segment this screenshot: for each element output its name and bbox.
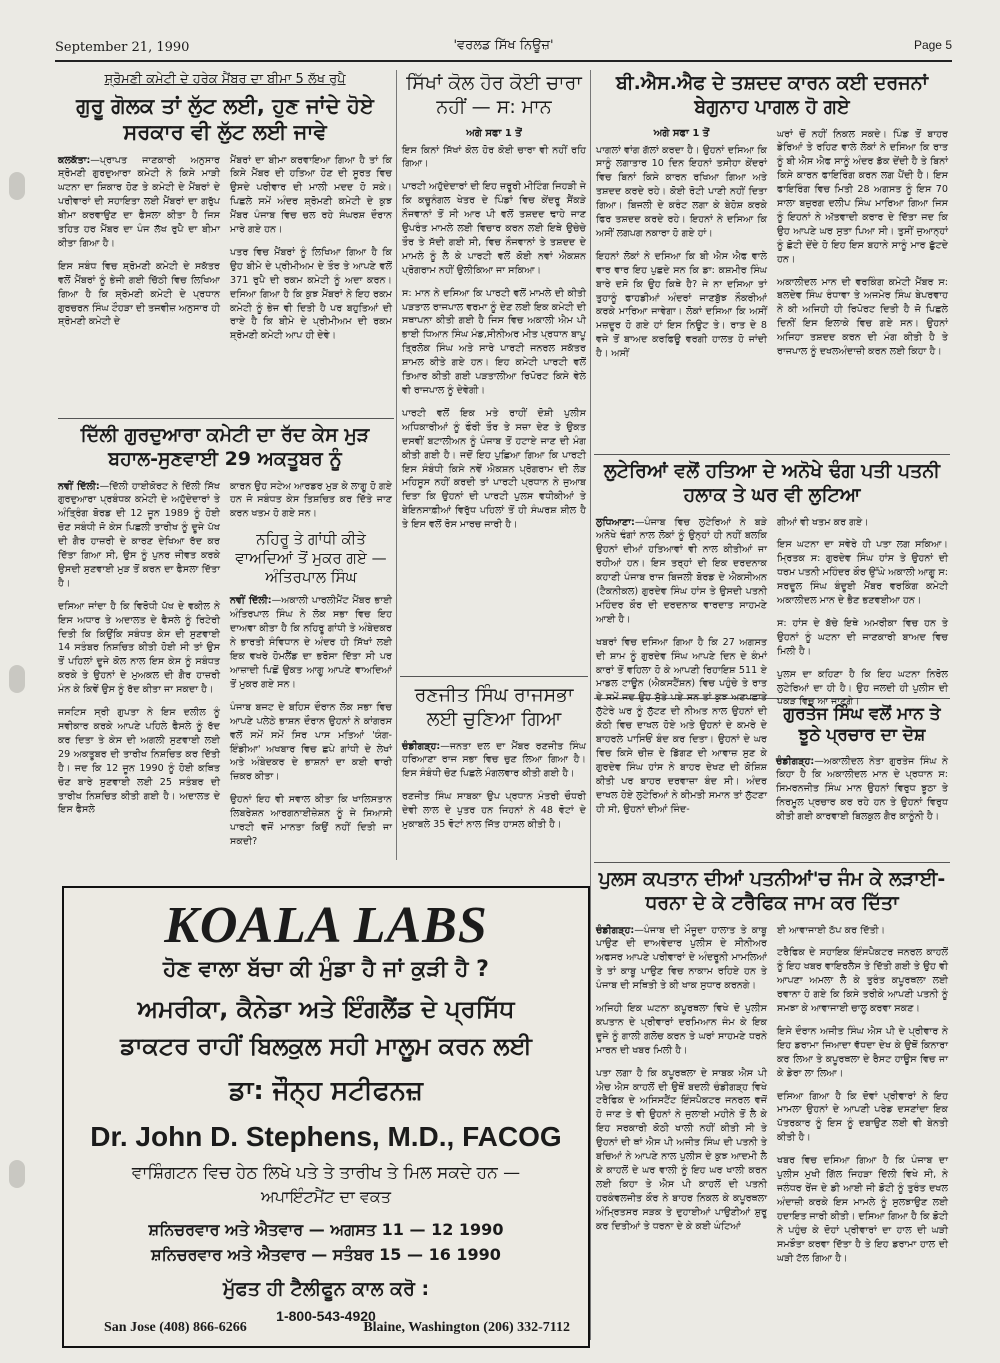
article-ranjit-rajya-sabha — [402, 684, 586, 874]
article-paragraph: ਕਲਕੱਤਾ:—ਪ੍ਰਾਪਤ ਜਾਣਕਾਰੀ ਅਨੁਸਾਰ ਸ਼੍ਰੋਮਣੀ ਗੁਰਦੁਆਰਾ ਕਮੇਟੀ ਨੇ ਕਿਸੇ ਮਾੜੀ ਘਟਨਾ ਦਾ ਸ਼ਿਕਾਰ ਹੋਣ ਤੇ ਕਮੇਟੀ ਦੇ ਮੈਂਬਰਾਂ ਦੇ ਪਰੀਵਾਰਾਂ ਦੀ ਸਹਾਇਤਾ ਲਈ ਮੈਂਬਰਾਂ ਦਾ ਗਰੁੱਪ ਬੀਮਾ ਕਰਵਾਉਣ ਦਾ ਫੈਸਲਾ ਕੀਤਾ ਹੈ ਜਿਸ ਤਹਿਤ ਹਰ ਮੈਂਬਰ ਦਾ ਪੰਜ ਲੱਖ ਰੁਪੈ ਦਾ ਬੀਮਾ ਕੀਤਾ ਗਿਆ ਹੈ। — [58, 154, 220, 249]
article-delhi-committee — [58, 424, 392, 870]
article-paragraph: ਇਹਨਾਂ ਲੋਕਾਂ ਨੇ ਦਸਿਆ ਕਿ ਬੀ ਐਸ ਐਫ ਵਾਲੇ ਵਾਰ ਵਾਰ ਇਹ ਪੁਛਦੇ ਸਨ ਕਿ ਡਾ: ਕਸ਼ਮੀਰ ਸਿੰਘ ਬਾਰੇ ਦਸੋ ਕਿ ਉਹ ਕਿਥੇ ਹੈ? ਜੇ ਨਾ ਦਸਿਆ ਤਾਂ ਤੁਹਾਨੂੰ ਫਾਹਡੀਆਂ ਅੰਦਰਾਂ ਜਾਣਬੁੱਝ ਨੌਕਰੀਆਂ ਕਰਕੇ ਮਾਰਿਆ ਜਾਵੇਗਾ। ਲੋਕਾਂ ਦਸਿਆ ਕਿ ਅਸੀਂ ਮਜ਼ਦੂਰ ਹੋ ਗਏ ਹਾਂ ਇਸ ਨਿਊਟ ਤੇ। ਰਾਤ ਦੇ 8 ਵਜੇ ਤੋਂ ਬਾਅਦ ਕਰਫਿਊ ਵਰਗੀ ਹਾਲਤ ਹੋ ਜਾਂਦੀ ਹੈ। ਅਸੀਂ — [596, 250, 767, 360]
ad-toll-free-number: 1-800-543-4920 — [276, 1307, 376, 1324]
article-paragraph: ਘਰਾਂ ਚੋਂ ਨਹੀਂ ਨਿਕਲ ਸਕਦੇ। ਪਿੰਡ ਤੋਂ ਬਾਹਰ ਡੇਰਿਆਂ ਤੇ ਰਹਿਣ ਵਾਲੇ ਲੋਕਾਂ ਨੇ ਦਸਿਆ ਕਿ ਰਾਤ ਨੂੰ ਬੀ ਐਸ ਐਫ ਸਾਨੂੰ ਅੰਦਰ ਡੱਕ ਦੇਂਦੀ ਹੈ ਤੇ ਬਿਨਾਂ ਕਿਸੇ ਕਾਰਨ ਫਾਇਰਿੰਗ ਕਰਨ ਲਗ ਪੈਂਦੀ ਹੈ। ਇਸ ਫਾਇਰਿੰਗ ਵਿਚ ਮਿਤੀ 28 ਅਗਸਤ ਨੂੰ ਇਸ 70 ਸਾਲਾ ਬਜ਼ੁਰਗ ਦਲੀਪ ਸਿੰਘ ਮਾਰਿਆ ਗਿਆ ਜਿਸ ਨੂੰ ਇਹਨਾਂ ਨੇ ਅੱਤਵਾਦੀ ਕਰਾਰ ਦੇ ਦਿੱਤਾ ਜਦ ਕਿ ਉਹ ਆਪਣੇ ਘਰ ਸੁਤਾ ਪਿਆ ਸੀ। ਤੁਸੀਂ ਜੁਆਨ੍ਹਾਂ ਨੂੰ ਛੋਟੀ ਦੇਂਦੇ ਹੋ ਇਹ ਇਸ ਬਹਾਨੇ ਸਾਨੂੰ ਮਾਰ ਛੁੱਟਦੇ ਹਨ। — [777, 128, 948, 265]
article-paragraph: ਇਸ ਘਟਨਾ ਦਾ ਸਵੇਰੇ ਹੀ ਪਤਾ ਲਗ ਸਕਿਆ। ਮ੍ਰਿਤਕ ਸ: ਗੁਰਦੇਵ ਸਿੰਘ ਹਾਂਸ ਤੇ ਉਹਨਾਂ ਦੀ ਧਰਮ ਪਤਨੀ ਮਹਿੰਦਰ ਕੌਰ ਉੱਘੇ ਅਕਾਲੀ ਆਗੂ ਸ: ਸਰਦੂਲ ਸਿੰਘ ਬੰਦੂਈ ਮੈਂਬਰ ਵਰਕਿੰਗ ਕਮੇਟੀ ਅਕਾਲੀਦਲ ਮਾਨ ਦੇ ਭੈਣ ਭਣਵਈਆ ਹਨ। — [777, 539, 948, 607]
article-paragraph: ਲੁਧਿਆਣਾ:—ਪੰਜਾਬ ਵਿਚ ਲੁਟੇਰਿਆਂ ਨੇ ਬੜੇ ਅਨੋਖੇ ਢੰਗਾਂ ਨਾਲ ਲੋਕਾਂ ਨੂੰ ਉਨ੍ਹਾਂ ਹੀ ਨਹੀਂ ਬਲਕਿ ਉਹਨਾਂ ਦੀਆਂ ਹਤਿਆਵਾਂ ਵੀ ਨਾਲ ਕੀਤੀਆਂ ਜਾ ਰਹੀਆਂ ਹਨ। ਇਸ ਤਰ੍ਹਾਂ ਦੀ ਇਕ ਦਰਦਨਾਕ ਕਹਾਣੀ ਪੰਜਾਬ ਰਾਜ ਬਿਜਲੀ ਬੋਰਡ ਦੇ ਐਕਸੀਅਨ (ਟੈਕਨੀਕਲ) ਗੁਰਦੇਵ ਸਿੰਘ ਹਾਂਸ ਤੇ ਉਸਦੀ ਪਤਨੀ ਮਹਿੰਦਰ ਕੌਰ ਦੀ ਦਰਦਨਾਕ ਵਾਰਦਾਤ ਸਾਹਮਣੇ ਆਈ ਹੈ। — [596, 516, 767, 625]
article-divider — [58, 418, 394, 419]
ad-blaine-phone: Blaine, Washington (206) 332-7112 — [363, 1320, 570, 1335]
article-paragraph: ਚੰਡੀਗੜ੍ਹ:—ਜਨਤਾ ਦਲ ਦਾ ਮੈਂਬਰ ਰਣਜੀਤ ਸਿੰਘ ਹਰਿਆਣਾ ਰਾਜ ਸਭਾ ਵਿਚ ਚੁਣ ਲਿਆ ਗਿਆ ਹੈ। ਇਸ ਸੰਬੰਧੀ ਚੋਣ ਪਿਛਲੇ ਮੰਗਲਵਾਰ ਕੀਤੀ ਗਈ ਹੈ। — [402, 740, 586, 780]
column-divider — [590, 70, 591, 1340]
article-paragraph: ਪਾਰਟੀ ਅਹੁੱਦੇਦਾਰਾਂ ਦੀ ਇਹ ਜ਼ਰੂਰੀ ਮੀਟਿੰਗ ਜਿਹੜੀ ਜੇ ਕਿ ਕਚੂਨੰਗਲ ਖੇਤਰ ਦੇ ਪਿੰਡਾਂ ਵਿਚ ਕੇਂਦਰੂ ਸੈਂਕੜੇ ਨੌਜਵਾਨਾਂ ਤੋਂ ਸੀ ਆਰ ਪੀ ਵਲੋਂ ਤਸ਼ਦਦ ਢਾਹੇ ਜਾਣ ਉਪਰੰਤ ਮਾਮਲੇ ਲਈ ਵਿਚਾਰ ਕਰਨ ਲਈ ਇਥੇ ਉਚੇਚੇ ਤੌਰ ਤੇ ਸੱਦੀ ਗਈ ਸੀ, ਵਿਚ ਨੌਜਵਾਨਾਂ ਤੇ ਤਸ਼ਦਦ ਦੇ ਮਾਮਲੇ ਨੂੰ ਲੈ ਕੇ ਪਾਰਟੀ ਵਲੋਂ ਕੋਈ ਨਵਾਂ ਐਕਸ਼ਨ ਪ੍ਰੋਗਰਾਮ ਨਹੀਂ ਉਲੀਕਿਆ ਜਾ ਸਕਿਆ। — [402, 181, 586, 276]
article-insurance — [58, 72, 392, 416]
article-paragraph: ਚੰਡੀਗੜ੍ਹ:—ਪੰਜਾਬ ਦੀ ਮੌਜੂਦਾ ਹਾਲਾਤ ਤੇ ਕਾਬੂ ਪਾਉਣ ਦੀ ਦਾਅਵੇਦਾਰ ਪੁਲੀਸ ਦੇ ਸੀਨੀਅਰ ਅਫਸਰ ਆਪਣੇ ਪਰੀਵਾਰਾਂ ਦੇ ਅੰਦਰੂਨੀ ਮਾਮਲਿਆਂ ਤੇ ਤਾਂ ਕਾਬੂ ਪਾਉਣ ਵਿਚ ਨਾਕਾਮ ਰਹਿਏ ਹਨ ਤੇ ਪੰਜਾਬ ਦੀ ਸਥਿਤੀ ਤੇ ਕੀ ਖਾਕ ਸੁਧਾਰ ਕਰਨਗੇ। — [596, 924, 767, 992]
ad-doctor-english: Dr. John D. Stephens, M.D., FACOG — [90, 1120, 562, 1152]
binder-hole — [9, 1160, 25, 1188]
column-divider — [396, 70, 397, 860]
article-kicker: ਸ਼੍ਰੋਮਣੀ ਕਮੇਟੀ ਦੇ ਹਰੇਕ ਮੈਂਬਰ ਦਾ ਬੀਮਾ 5 ਲੱਖ ਰੁਪੈ — [104, 72, 346, 87]
article-paragraph: ਖਬਰ ਵਿਚ ਦਸਿਆ ਗਿਆ ਹੈ ਕਿ ਪੰਜਾਬ ਦਾ ਪੁਲੀਸ ਮੁਖੀ ਗਿੱਲ ਜਿਹੜਾ ਦਿੱਲੀ ਵਿਖੇ ਸੀ, ਨੇ ਜਲੰਧਰ ਰੇਂਜ ਦੇ ਡੀ ਆਈ ਜੀ ਡੋਟੀ ਨੂੰ ਤੁਰੰਤ ਦਖਲ ਅੰਦਾਜ਼ੀ ਕਰਕੇ ਇਸ ਮਾਮਲੇ ਨੂੰ ਸੁਲਝਾਉਣ ਲਈ ਹਦਾਇਤ ਜਾਰੀ ਕੀਤੀ। ਦਸਿਆ ਗਿਆ ਹੈ ਕਿ ਡੋਟੀ ਨੇ ਪਹੁੰਚ ਕੇ ਦੋਹਾਂ ਪ੍ਰੀਵਾਰਾਂ ਦਾ ਹਾਲ ਦੀ ਘੜੀ ਸਮਝੌਤਾ ਕਰਵਾ ਦਿੱਤਾ ਹੈ ਤੇ ਇਹ ਡਰਾਮਾ ਹਾਲ ਦੀ ਘੜੀ ਟੱਲ ਗਿਆ ਹੈ। — [777, 1155, 948, 1264]
article-paragraph: ਪਾਰਟੀ ਵਲੋਂ ਇਕ ਮਤੇ ਰਾਹੀਂ ਦੋਸ਼ੀ ਪੁਲੀਸ ਅਧਿਕਾਰੀਆਂ ਨੂੰ ਫੌਰੀ ਤੌਰ ਤੇ ਸਜ਼ਾ ਦੇਣ ਤੇ ਉਕਤ ਦਸਵੀਂ ਬਟਾਲੀਅਨ ਨੂੰ ਪੰਜਾਬ ਤੋਂ ਹਟਾਏ ਜਾਣ ਦੀ ਮੰਗ ਕੀਤੀ ਗਈ ਹੈ। ਜਦੋਂ ਇਹ ਪੁਛਿਆ ਗਿਆ ਕਿ ਪਾਰਟੀ ਇਸ ਸੰਬੰਧੀ ਕਿਸੇ ਨਵੇਂ ਐਕਸ਼ਨ ਪ੍ਰੋਗਰਾਮ ਦੀ ਲੋੜ ਮਹਿਸੂਸ ਨਹੀਂ ਕਰਦੀ ਤਾਂ ਪਾਰਟੀ ਪ੍ਰਧਾਨ ਨੇ ਜੁਆਬ ਦਿਤਾ ਕਿ ਉਹਨਾਂ ਦੀ ਪਾਰਟੀ ਪੁਲਸ ਵਧੀਕੀਆਂ ਤੇ ਬੇਇਨਸਾਫ਼ੀਆਂ ਵਿਰੁੱਧ ਪਹਿਲਾਂ ਤੋਂ ਹੀ ਸੰਘਰਸ਼ ਸ਼ੀਲ ਹੈ ਤੇ ਇਸ ਵਲੋਂ ਰੋਸ ਮਾਰਚ ਜਾਰੀ ਹੈ। — [402, 407, 586, 531]
article-paragraph: ਗੀਆਂ ਵੀ ਖਤਮ ਕਰ ਗਏ। — [777, 516, 869, 528]
ad-schedule: ਸ਼ਨਿਚਰਵਾਰ ਅਤੇ ਐਤਵਾਰ — ਸਤੰਬਰ 15 — 16 1990 — [151, 1245, 501, 1265]
article-gurtej-singh — [776, 704, 948, 860]
ad-free-call: ਮੁੱਫਤ ਹੀ ਟੈਲੀਫੂਨ ਕਾਲ ਕਰੋ : — [222, 1277, 430, 1300]
page-header — [55, 36, 952, 58]
article-paragraph: ਅਕਾਲੀਦਲ ਮਾਨ ਦੀ ਵਰਕਿੰਗ ਕਮੇਟੀ ਮੈਂਬਰ ਸ: ਬਲਦੇਵ ਸਿੰਘ ਰੰਧਾਵਾ ਤੇ ਅਜਮੇਰ ਸਿੰਘ ਬੇਪਰਵਾਹ ਨੇ ਕੀ ਅਜਿਹੀ ਹੀ ਰਿਪੋਰਟ ਦਿਤੀ ਹੈ ਜੋ ਪਿਛਲੇ ਦਿਨੀਂ ਇਸ ਇਲਾਕੇ ਵਿਚ ਗਏ ਸਨ। ਉਹਨਾਂ ਅਜਿਹਾ ਤਸ਼ਦਦ ਕਰਨ ਦੀ ਮੰਗ ਕੀਤੀ ਹੈ ਤੇ ਰਾਜਪਾਲ ਨੂੰ ਦਖਲਅੰਦਾਜ਼ੀ ਕਰਨ ਲਈ ਕਿਹਾ ਹੈ। — [777, 276, 948, 358]
article-paragraph: ਟਰੈਫਿਕ ਦੇ ਸਹਾਇਕ ਇੰਸਪੈਕਟਰ ਜਨਰਲ ਕਾਹਲੋਂ ਨੂੰ ਇਹ ਖਬਰ ਵਾਇਰਲੈਸ ਤੇ ਦਿੱਤੀ ਗਈ ਤੇ ਉਹ ਵੀ ਆਪਣਾ ਅਮਲਾ ਲੈ ਕੇ ਤੁਰੰਤ ਕਪੂਰਥਲਾ ਲਈ ਰਵਾਨਾ ਹੋ ਗਏ ਕਿ ਕਿਸੇ ਤਰੀਕੇ ਆਪਣੀ ਪਤਨੀ ਨੂੰ ਸਮਝਾ ਕੇ ਆਵਾਜਾਈ ਚਾਲੂ ਕਰਵਾ ਸਕਣ। — [777, 947, 948, 1015]
article-mann-no-choice — [402, 72, 586, 672]
article-headline: ਗੁਰੂ ਗੋਲਕ ਤਾਂ ਲੁੱਟ ਲਈ, ਹੁਣ ਜਾਂਦੇ ਹੋਏ ਸਰਕਾਰ ਵੀ ਲੁੱਟ ਲਈ ਜਾਵੇ — [76, 94, 374, 145]
binder-hole — [9, 172, 25, 200]
article-divider — [594, 862, 950, 863]
article-paragraph: ਖਬਰਾਂ ਵਿਚ ਦਸਿਆ ਗਿਆ ਹੈ ਕਿ 27 ਅਗਸਤ ਦੀ ਸ਼ਾਮ ਨੂੰ ਗੁਰਦੇਵ ਸਿੰਘ ਆਪਣੇ ਦਿਨ ਦੇ ਕੰਮਾਂ ਕਾਰਾਂ ਤੋਂ ਵਹਿਲਾ ਹੋ ਕੇ ਆਪਣੀ ਰਿਹਾਇਸ਼ 511 ਏ ਮਾਡਲ ਟਾਊਨ (ਐਕਸਟੈਂਸ਼ਨ) ਵਿਚ ਪਹੁੰਚੇ ਤੇ ਰਾਤ ਦੇ ਸਮੇਂ ਜਦ ਉਹ ਸੁੱਤੇ ਪਏ ਸਨ ਤਾਂ ਕੁਝ ਅਣਪਛਾਤੇ ਲੁੱਟੇਰੇ ਘਰ ਨੂੰ ਲੁੱਟਣ ਦੀ ਨੀਅਤ ਨਾਲ ਉਹਨਾਂ ਦੀ ਕੋਠੀ ਵਿਚ ਦਾਖਲ ਹੋਏ ਅਤੇ ਉਹਨਾਂ ਦੇ ਕਮਰੇ ਦੇ ਬਾਹਰਲੇ ਪਾਸਿਓਂ ਬੰਦ ਕਰ ਦਿਤਾ। ਉਹਨਾਂ ਦੇ ਘਰ ਵਿਚ ਕਿਸੇ ਚੀਜ਼ ਦੇ ਡਿੱਗਣ ਦੀ ਆਵਾਜ਼ ਸੁਣ ਕੇ ਗੁਰਦੇਵ ਸਿੰਘ ਹਾਂਸ ਨੇ ਬਾਹਰ ਦੇਖਣ ਦੀ ਕੋਸ਼ਿਸ਼ ਕੀਤੀ ਪਰ ਬਾਹਰ ਦਰਵਾਜ਼ਾ ਬੰਦ ਸੀ। ਅੰਦਰ ਦਾਖਲ ਹੋਏ ਲੁਟੇਰਿਆਂ ਨੇ ਕੀਮਤੀ ਸਮਾਨ ਤਾਂ ਲੁੱਟਣਾ ਹੀ ਸੀ, ਉਹਨਾਂ ਦੀਆਂ ਜਿੰਦ- — [596, 636, 767, 815]
article-paragraph: ਪਤਾ ਲਗਾ ਹੈ ਕਿ ਕਪੂਰਥਲਾ ਦੇ ਸਾਬਕ ਐਸ ਪੀ ਐਚ ਐਸ ਕਾਹਲੋਂ ਦੀ ਉਥੋਂ ਬਦਲੀ ਚੰਡੀਗੜ੍ਹ ਵਿਖੇ ਟਰੈਫਿਕ ਦੇ ਅਸਿਸਟੈਂਟ ਇੰਸਪੈਕਟਰ ਜਨਰਲ ਵਜੋਂ ਹੋ ਜਾਣ ਤੇ ਵੀ ਉਹਨਾਂ ਨੇ ਜੁਲਾਈ ਮਹੀਨੇ ਤੋਂ ਲੈ ਕੇ ਇਹ ਸਰਕਾਰੀ ਕੋਠੀ ਖਾਲੀ ਨਹੀਂ ਕੀਤੀ ਸੀ ਤੇ ਉਹਨਾਂ ਦੀ ਥਾਂ ਐਸ ਪੀ ਅਜੀਤ ਸਿੰਘ ਦੀ ਪਤਨੀ ਤੇ ਬਚਿਆਂ ਨੇ ਆਪਣੇ ਨਾਲ ਪੁਲੀਸ ਦੇ ਕੁਝ ਆਦਮੀ ਲੈ ਕੇ ਕਾਹਲੋਂ ਦੇ ਘਰ ਵਾਲੀ ਨੂੰ ਇਹ ਘਰ ਖਾਲੀ ਕਰਨ ਲਈ ਕਿਹਾ ਤੇ ਐਸ ਪੀ ਕਾਹਲੋਂ ਦੀ ਪਤਨੀ ਹਰਕੰਵਲਜੀਤ ਕੌਰ ਨੇ ਬਾਹਰ ਨਿਕਲ ਕੇ ਕਪੂਰਥਲਾ ਅੰਮ੍ਰਿਤਸਰ ਸੜਕ ਤੇ ਦੁਹਾਈਆਂ ਪਾਉਣੀਆਂ ਸ਼ੁਰੂ ਕਰ ਦਿਤੀਆਂ ਤੇ ਧਰਨਾ ਦੇ ਕੇ ਕਈ ਘੰਟਿਆਂ — [596, 1067, 767, 1232]
article-headline: ਲੁਟੇਰਿਆਂ ਵਲੋਂ ਹਤਿਆ ਦੇ ਅਨੋਖੇ ਢੰਗ ਪਤੀ ਪਤਨੀ ਹਲਾਕ ਤੇ ਘਰ ਵੀ ਲੁਟਿਆ — [604, 460, 940, 506]
newspaper-name: 'ਵਰਲਡ ਸਿੱਖ ਨਿਊਜ਼' — [453, 38, 554, 53]
ad-doctor-punjabi: ਡਾ: ਜੌਨ੍ਹ ਸਟੀਫਨਜ਼ — [228, 1075, 424, 1106]
article-nehru-gandhi — [230, 480, 392, 858]
article-headline: ਬੀ.ਐਸ.ਐਫ ਦੇ ਤਸ਼ਦਦ ਕਾਰਨ ਕਈ ਦਰਜਨਾਂ ਬੇਗੁਨਾਹ ਪਾਗਲ ਹੋ ਗਏ — [616, 72, 928, 118]
advertisement-koala-labs — [62, 886, 590, 1348]
article-paragraph: ਸ: ਹਾਂਸ ਦੇ ਬੱਚੇ ਇਥੇ ਅਮਰੀਕਾ ਵਿਚ ਹਨ ਤੇ ਉਹਨਾਂ ਨੂੰ ਘਟਨਾ ਦੀ ਜਾਣਕਾਰੀ ਬਾਅਦ ਵਿਚ ਮਿਲੀ ਹੈ। — [777, 617, 948, 657]
article-paragraph: ਈ ਆਵਾਜਾਈ ਠੱਪ ਕਰ ਦਿੱਤੀ। — [777, 924, 886, 936]
ad-appointment: ਅਪਾਇੰਟਮੈਂਟ ਦਾ ਵਕਤ — [260, 1186, 392, 1206]
article-bsf-torture — [596, 72, 948, 452]
article-paragraph: ਦਸਿਆ ਗਿਆ ਹੈ ਕਿ ਦੋਵਾਂ ਪ੍ਰੀਵਾਰਾਂ ਨੇ ਇਹ ਮਾਮਲਾ ਉਹਨਾਂ ਦੇ ਆਪਣੀ ਪਰੇਡ ਦਸਣਾਂਦਾ ਇਕ ਪੱਤਰਕਾਰ ਨੂੰ ਇਸ ਨੂੰ ਦਬਾਉਣ ਲਈ ਵੀ ਬੇਨਤੀ ਕੀਤੀ ਹੈ। — [777, 1090, 948, 1144]
ad-line: ਡਾਕਟਰ ਰਾਹੀਂ ਬਿਲਕੁਲ ਸਹੀ ਮਾਲੂਮ ਕਰਨ ਲਈ — [120, 1031, 532, 1060]
article-headline: ਸਿੱਖਾਂ ਕੋਲ ਹੋਰ ਕੋਈ ਚਾਰਾ ਨਹੀਂ — ਸ: ਮਾਨ — [406, 72, 582, 118]
article-paragraph: ਨਵੀਂ ਦਿੱਲੀ:—ਦਿੱਲੀ ਹਾਈਕੋਰਟ ਨੇ ਦਿੱਲੀ ਸਿੱਖ ਗੁਰਦੁਆਰਾ ਪ੍ਰਬੰਧਕ ਕਮੇਟੀ ਦੇ ਅਹੁੱਦੇਦਾਰਾਂ ਤੇ ਅੰਤ੍ਰਿੰਗ ਬੋਰਡ ਦੀ 12 ਜੂਨ 1989 ਨੂੰ ਹੋਈ ਚੋਣ ਸਬੰਧੀ ਜੋ ਕੇਸ ਪਿਛਲੀ ਤਾਰੀਖ ਨੂੰ ਦੂਜੇ ਪੱਖ ਦੀ ਗੈਰ ਹਾਜ਼ਰੀ ਦੇ ਕਾਰਣ ਦੇਖਿਆ ਰੱਦ ਕਰ ਦਿੱਤਾ ਗਿਆ ਸੀ, ਉਸ ਨੂੰ ਪੁਨਰ ਜੀਵਤ ਕਰਕੇ ਉਸਦੀ ਸੁਣਵਾਈ ਮੁੜ ਤੋਂ ਕਰਨ ਦਾ ਫੈਸਲਾ ਦਿੱਤਾ ਹੈ। — [58, 480, 220, 589]
article-paragraph: ਇਸ ਕਿਨਾਂ ਸਿੱਖਾਂ ਕੋਲ ਹੋਰ ਕੋਈ ਚਾਰਾ ਵੀ ਨਹੀਂ ਰਹਿ ਗਿਆ। — [402, 144, 586, 170]
ad-schedule: ਸ਼ਨਿਚਰਵਾਰ ਅਤੇ ਐਤਵਾਰ — ਅਗਸਤ 11 — 12 1990 — [148, 1219, 504, 1239]
ad-line: ਅਮਰੀਕਾ, ਕੈਨੇਡਾ ਅਤੇ ਇੰਗਲੈਂਡ ਦੇ ਪ੍ਰਸਿੱਧ — [137, 995, 515, 1023]
continued-marker: ਅਗੇ ਸਫਾ 1 ਤੋਂ — [466, 127, 522, 139]
article-paragraph: ਪਤਰ ਵਿਚ ਮੈਂਬਰਾਂ ਨੂੰ ਲਿਖਿਆ ਗਿਆ ਹੈ ਕਿ ਉਹ ਬੀਮੇ ਦੇ ਪ੍ਰੀਮੀਅਮ ਦੇ ਤੌਰ ਤੇ ਆਪਣੇ ਵਲੋਂ 371 ਰੁਪੈ ਦੀ ਰਕਮ ਕਮੇਟੀ ਨੂੰ ਅਦਾ ਕਰਨ। ਦਸਿਆ ਗਿਆ ਹੈ ਕਿ ਕੁਝ ਮੈਂਬਰਾਂ ਨੇ ਇਹ ਰਕਮ ਕਮੇਟੀ ਨੂੰ ਭੇਜ ਵੀ ਦਿਤੀ ਹੈ ਪਰ ਬਹੁਤਿਆਂ ਦੀ ਰਾਏ ਹੈ ਕਿ ਬੀਮੇ ਦੇ ਪ੍ਰੀਮੀਅਮ ਦੀ ਰਕਮ ਸ਼੍ਰੋਮਣੀ ਕਮੇਟੀ ਆਪ ਹੀ ਦੇਵੇ। — [230, 246, 392, 342]
article-paragraph: ਦਸਿਆ ਜਾਂਦਾ ਹੈ ਕਿ ਵਿਰੋਧੀ ਪੱਖ ਦੇ ਵਕੀਲ ਨੇ ਇਸ ਅਧਾਰ ਤੇ ਅਦਾਲਤ ਦੇ ਫੈਸਲੇ ਨੂੰ ਰਿਟੇਰੀ ਦਿਤੀ ਕਿ ਕਿਉਂਕਿ ਸਬੰਧਤ ਕੇਸ ਦੀ ਸੁਣਵਾਈ 14 ਸਤੰਬਰ ਨਿਸ਼ਚਿਤ ਕੀਤੀ ਹੋਈ ਸੀ ਤਾਂ ਉਸ ਤੋਂ ਪਹਿਲਾਂ ਦੂਜੇ ਕੋਲ ਨਾਲ ਇਸ ਕੇਸ ਨੂੰ ਸਬੰਧਤ ਕਰਕੇ ਤੇ ਉਹਨਾਂ ਦੇ ਮੁਅਕਲ ਦੀ ਗੈਰ ਹਾਜ਼ਰੀ ਮੰਨ ਕੇ ਕਿਵੇਂ ਉਸ ਨੂੰ ਰੱਦ ਕੀਤਾ ਜਾ ਸਕਦਾ ਹੈ। — [58, 600, 220, 696]
article-paragraph: ਅਜਿਹੀ ਇਕ ਘਟਨਾ ਕਪੂਰਥਲਾ ਵਿਖੇ ਦੋ ਪੁਲੀਸ ਕਪਤਾਨ ਦੇ ਪ੍ਰੀਵਾਰਾਂ ਦਰਮਿਆਨ ਜੰਮ ਕੇ ਇਕ ਦੂਜੇ ਨੂੰ ਗਾਲੀ ਗਲੋਚ ਕਰਨ ਤੇ ਘਰਾਂ ਸਾਹਮਣੇ ਧਰਨੇ ਮਾਰਨ ਦੀ ਖਬਰ ਮਿਲੀ ਹੈ। — [596, 1003, 767, 1056]
article-paragraph: ਨਵੀਂ ਦਿੱਲੀ:—ਅਕਾਲੀ ਪਾਰਲੀਮੈਂਟ ਮੈਂਬਰ ਭਾਈ ਅੰਤਿਰਪਾਲ ਸਿੰਘ ਨੇ ਲੋਕ ਸਭਾ ਵਿਚ ਇਹ ਦਾਅਵਾ ਕੀਤਾ ਹੈ ਕਿ ਨਹਿਰੂ ਗਾਂਧੀ ਤੇ ਅੰਬੇਦਕਰ ਨੇ ਭਾਰਤੀ ਸੰਵਿਧਾਨ ਦੇ ਅੰਦਰ ਹੀ ਸਿੱਖਾਂ ਲਈ ਇਕ ਵਖਰੇ ਹੋਮਲੈਂਡ ਦਾ ਭਰੋਸਾ ਦਿੱਤਾ ਸੀ ਪਰ ਆਜ਼ਾਦੀ ਪਿਛੋਂ ਉਕਤ ਆਗੂ ਆਪਣੇ ਵਾਅਦਿਆਂ ਤੋਂ ਮੁਕਰ ਗਏ ਸਨ। — [230, 595, 392, 690]
article-paragraph: ਚੰਡੀਗੜ੍ਹ:—ਅਕਾਲੀਦਲ ਨੇਤਾ ਗੁਰਤੇਜ ਸਿੰਘ ਨੇ ਕਿਹਾ ਹੈ ਕਿ ਅਕਾਲੀਦਲ ਮਾਨ ਦੇ ਪ੍ਰਧਾਨ ਸ: ਸਿਮਰਨਜੀਤ ਸਿੰਘ ਮਾਨ ਉਹਨਾਂ ਵਿਰੁਧ ਝੂਠਾ ਤੇ ਨਿਰਮੂਲ ਪ੍ਰਚਾਰ ਕਰ ਰਹੇ ਹਨ ਤੇ ਉਹਨਾਂ ਵਿਰੁਧ ਕੀਤੀ ਗਈ ਕਾਰਵਾਈ ਬਿਲਕੁਲ ਗੈਰ ਕਾਨੂੰਨੀ ਹੈ। — [776, 755, 948, 823]
article-headline: ਪੁਲਸ ਕਪਤਾਨ ਦੀਆਂ ਪਤਨੀਆਂ'ਚ ਜੰਮ ਕੇ ਲੜਾਈ-ਧਰਨਾ ਦੇ ਕੇ ਟਰੈਫਿਕ ਜਾਮ ਕਰ ਦਿੱਤਾ — [598, 868, 946, 914]
ad-question: ਹੋਣ ਵਾਲਾ ਬੱਚਾ ਕੀ ਮੁੰਡਾ ਹੈ ਜਾਂ ਕੁੜੀ ਹੈ ? — [163, 957, 489, 982]
article-headline: ਦਿੱਲੀ ਗੁਰਦੁਆਰਾ ਕਮੇਟੀ ਦਾ ਰੱਦ ਕੇਸ ਮੁੜ ਬਹਾਲ-ਸੁਣਵਾਈ 29 ਅਕਤੂਬਰ ਨੂੰ — [80, 424, 370, 470]
article-headline: ਰਣਜੀਤ ਸਿੰਘ ਰਾਜਸਭਾ ਲਈ ਚੁਣਿਆ ਗਿਆ — [414, 684, 574, 730]
ad-san-jose-phone: San Jose (408) 866-6266 — [104, 1320, 247, 1335]
article-paragraph: ਇਸੇ ਦੌਰਾਨ ਅਜੀਤ ਸਿੰਘ ਐਸ ਪੀ ਦੇ ਪ੍ਰੀਵਾਰ ਨੇ ਇਹ ਡਰਾਮਾ ਜਿਆਦਾ ਵੱਧਦਾ ਦੇਖ ਕੇ ਉਥੋਂ ਕਿਨਾਰਾ ਕਰ ਲਿਆ ਤੇ ਕਪੂਰਥਲਾ ਦੇ ਰੈਸਟ ਹਾਊਸ ਵਿਚ ਜਾ ਕੇ ਡੇਰਾ ਲਾ ਲਿਆ। — [777, 1025, 948, 1079]
article-divider — [594, 454, 950, 455]
article-headline: ਗੁਰਤੇਜ ਸਿੰਘ ਵਲੋਂ ਮਾਨ ਤੇ ਝੂਠੇ ਪ੍ਰਚਾਰ ਦਾ ਦੋਸ਼ — [783, 704, 941, 746]
ad-meet-line: ਵਾਸ਼ਿੰਗਟਨ ਵਿਚ ਹੇਠ ਲਿਖੇ ਪਤੇ ਤੇ ਤਾਰੀਖ ਤੇ ਮਿਲ ਸਕਦੇ ਹਨ — — [131, 1162, 521, 1183]
article-paragraph: ਜਸਟਿਸ ਸ੍ਰੀ ਗੁਪਤਾ ਨੇ ਇਸ ਦਲੀਲ ਨੂੰ ਸਵੀਕਾਰ ਕਰਕੇ ਆਪਣੇ ਪਹਿਲੇ ਫੈਸਲੇ ਨੂੰ ਰੱਦ ਕਰ ਦਿਤਾ ਤੇ ਕੇਸ ਦੀ ਅਗਲੀ ਸੁਣਵਾਈ ਲਈ 29 ਅਕਤੂਬਰ ਦੀ ਤਾਰੀਖ ਨਿਸ਼ਚਿਤ ਕਰ ਦਿੱਤੀ ਹੈ। ਜਦ ਕਿ 12 ਜੂਨ 1990 ਨੂੰ ਹੋਈ ਕਥਿਤ ਚੋਣ ਬਾਰੇ ਸੁਣਵਾਈ ਲਈ 25 ਸਤੰਬਰ ਦੀ ਤਾਰੀਖ ਨਿਸ਼ਚਿਤ ਕੀਤੀ ਗਈ ਹੈ। ਅਦਾਲਤ ਦੇ ਇਸ ਫੈਸਲੇ — [58, 707, 220, 816]
article-paragraph: ਉਹਨਾਂ ਇਹ ਵੀ ਸਵਾਲ ਕੀਤਾ ਕਿ ਖਾਲਿਸਤਾਨ ਲਿਬਰੇਸ਼ਨ ਆਰਗਨਾਈਜ਼ੇਸ਼ਨ ਨੂੰ ਜੇ ਸਿਆਸੀ ਪਾਰਟੀ ਵਜੋਂ ਮਾਨਤਾ ਕਿਉਂ ਨਹੀਂ ਦਿਤੀ ਜਾ ਸਕਦੀ? — [230, 794, 392, 847]
header-rule — [55, 60, 952, 62]
continued-marker: ਅਗੇ ਸਫਾ 1 ਤੋਂ — [653, 127, 710, 139]
issue-date: September 21, 1990 — [55, 40, 190, 55]
binder-hole — [9, 665, 25, 693]
article-paragraph: ਪੁਲਸ ਦਾ ਕਹਿਣਾ ਹੈ ਕਿ ਇਹ ਘਟਨਾ ਨਿਰੋਲ ਲੁਟੇਰਿਆਂ ਦਾ ਹੀ ਹੈ। ਉਹ ਜਲਦੀ ਹੀ ਪੁਲੀਸ ਦੀ ਪਕੜ ਵਿਚ ਆ ਜਾਣਗੇ। — [777, 668, 948, 708]
article-paragraph: ਸ: ਮਾਨ ਨੇ ਦਸਿਆ ਕਿ ਪਾਰਟੀ ਵਲੋਂ ਮਾਮਲੇ ਦੀ ਕੀਤੀ ਪੜਤਾਲ ਰਾਜਪਾਲ ਵਰਮਾ ਨੂੰ ਦੇਣ ਲਈ ਇਕ ਕਮੇਟੀ ਦੀ ਸਥਾਪਨਾ ਕੀਤੀ ਗਈ ਹੈ ਜਿਸ ਵਿਚ ਅਕਾਲੀ ਐਮ ਪੀ ਭਾਈ ਧਿਆਨ ਸਿੰਘ ਮੰਡ,ਸੀਨੀਅਰ ਮੀਤ ਪ੍ਰਧਾਨ ਬਾਪੂ ਤ੍ਰਿਲੋਕ ਸਿੰਘ ਅਤੇ ਸਾਰੇ ਪਾਰਟੀ ਜਨਰਲ ਸਕੱਤਰ ਸ਼ਾਮਲ ਕੀਤੇ ਗਏ ਹਨ। ਇਹ ਕਮੇਟੀ ਪਾਰਟੀ ਵਲੋਂ ਤਿਆਰ ਕੀਤੀ ਗਈ ਪੜਤਾਲੀਆ ਰਿਪੋਰਟ ਕਿਸੇ ਵੇਲੇ ਵੀ ਰਾਜਪਾਲ ਨੂੰ ਦੇਵੇਗੀ। — [402, 287, 586, 396]
article-divider — [400, 676, 588, 677]
article-paragraph: ਕਾਰਨ ਉਹ ਸਟੇਅ ਆਰਡਰ ਮੁੜ ਕੇ ਲਾਗੂ ਹੋ ਗਏ ਹਨ ਜੋ ਸਬੰਧਤ ਕੇਸ ਤਿਸ਼ਚਿਤ ਕਰ ਦਿੱਤੇ ਜਾਣ ਕਰਨ ਖਤਮ ਹੋ ਗਏ ਸਨ। — [230, 480, 392, 520]
article-paragraph: ਰਣਜੀਤ ਸਿੰਘ ਸਾਬਕਾ ਉਪ ਪ੍ਰਧਾਨ ਮੰਤਰੀ ਚੌਧਰੀ ਦੇਵੀ ਲਾਲ ਦੇ ਪੁਤਰ ਹਨ ਜਿਹਨਾਂ ਨੇ 48 ਵੋਟਾਂ ਦੇ ਮੁਕਾਬਲੇ 35 ਵੋਟਾਂ ਨਾਲ ਜਿੱਤ ਹਾਸਲ ਕੀਤੀ ਹੈ। — [402, 791, 586, 831]
article-paragraph: ਮੈਂਬਰਾਂ ਦਾ ਬੀਮਾ ਕਰਵਾਇਆ ਗਿਆ ਹੈ ਤਾਂ ਕਿ ਕਿਸੇ ਮੈਂਬਰ ਦੀ ਹਤਿਆ ਹੋਣ ਦੀ ਸੂਰਤ ਵਿਚ ਉਸਦੇ ਪਰੀਵਾਰ ਦੀ ਮਾਲੀ ਮਦਦ ਹੋ ਸਕੇ। ਪਿਛਲੇ ਸਮੇਂ ਅੰਦਰ ਸ਼੍ਰੋਮਣੀ ਕਮੇਟੀ ਦੇ ਕੁਝ ਮੈਂਬਰ ਪੰਜਾਬ ਵਿਚ ਚਲ ਰਹੇ ਸੰਘਰਸ਼ ਦੌਰਾਨ ਮਾਰੇ ਗਏ ਹਨ। — [230, 154, 392, 236]
article-paragraph: ਪਾਗਲਾਂ ਵਾਂਗ ਗੱਲਾਂ ਕਰਦਾ ਹੈ। ਉਹਨਾਂ ਦਸਿਆ ਕਿ ਸਾਨੂੰ ਲਗਾਤਾਰ 10 ਦਿਨ ਇਹਨਾਂ ਤਸੀਹਾ ਕੇਂਦਰਾਂ ਵਿਚ ਬਿਨਾਂ ਕਿਸੇ ਕਾਰਨ ਰਖਿਆ ਗਿਆ ਅਤੇ ਤਸ਼ਦਦ ਕਰਦੇ ਰਹੇ। ਕੋਈ ਰੋਟੀ ਪਾਣੀ ਨਹੀਂ ਦਿਤਾ ਗਿਆ। ਬਿਜਲੀ ਦੇ ਕਰੰਟ ਲਗਾ ਕੇ ਬੇਹੋਸ਼ ਕਰਕੇ ਫਿਰ ਤਸ਼ਦਦ ਕਰਦੇ ਰਹੇ। ਇਹਨਾਂ ਨੇ ਦਸਿਆ ਕਿ ਅਸੀਂ ਲਗਪਗ ਨਕਾਰਾ ਹੋ ਗਏ ਹਾਂ। — [596, 144, 767, 239]
ad-brand: KOALA LABS — [164, 897, 488, 954]
article-paragraph: ਇਸ ਸਬੰਧ ਵਿਚ ਸ਼੍ਰੋਮਣੀ ਕਮੇਟੀ ਦੇ ਸਕੱਤਰ ਵਲੋਂ ਮੈਂਬਰਾਂ ਨੂੰ ਭੇਜੀ ਗਈ ਚਿੱਠੀ ਵਿਚ ਲਿਖਿਆ ਗਿਆ ਹੈ ਕਿ ਸ਼੍ਰੋਮਣੀ ਕਮੇਟੀ ਦੇ ਪ੍ਰਧਾਨ ਗੁਰਚਰਨ ਸਿੰਘ ਟੌਹੜਾ ਦੀ ਤਜਵੀਜ਼ ਅਨੁਸਾਰ ਹੀ ਸ਼੍ਰੋਮਣੀ ਕਮੇਟੀ ਦੇ — [58, 260, 220, 328]
page-number: Page 5 — [913, 38, 952, 52]
article-police-wives — [596, 868, 948, 1346]
article-headline: ਨਹਿਰੂ ਤੇ ਗਾਂਧੀ ਕੀਤੇ ਵਾਅਦਿਆਂ ਤੋਂ ਮੁਕਰ ਗਏ —ਅੰਤਿਰਪਾਲ ਸਿੰਘ — [235, 530, 387, 586]
article-paragraph: ਪੰਜਾਬ ਬਜਟ ਦੇ ਬਹਿਸ ਦੌਰਾਨ ਲੋਕ ਸਭਾ ਵਿਚ ਆਪਣੇ ਪਲੇਠੇ ਭਾਸ਼ਨ ਦੌਰਾਨ ਉਹਨਾਂ ਨੇ ਕਾਂਗਰਸ ਵਲੋਂ ਸਮੇਂ ਸਮੇਂ ਸਿਰ ਪਾਸ ਮਤਿਆਂ 'ਯੰਗ-ਇੰਡੀਆ' ਅਖਬਾਰ ਵਿਚ ਛਪੇ ਗਾਂਧੀ ਦੇ ਲੇਖਾਂ ਅਤੇ ਅੰਬੇਦਕਰ ਦੇ ਭਾਸ਼ਨਾਂ ਦਾ ਕਈ ਵਾਰੀ ਜ਼ਿਕਰ ਕੀਤਾ। — [230, 701, 392, 783]
